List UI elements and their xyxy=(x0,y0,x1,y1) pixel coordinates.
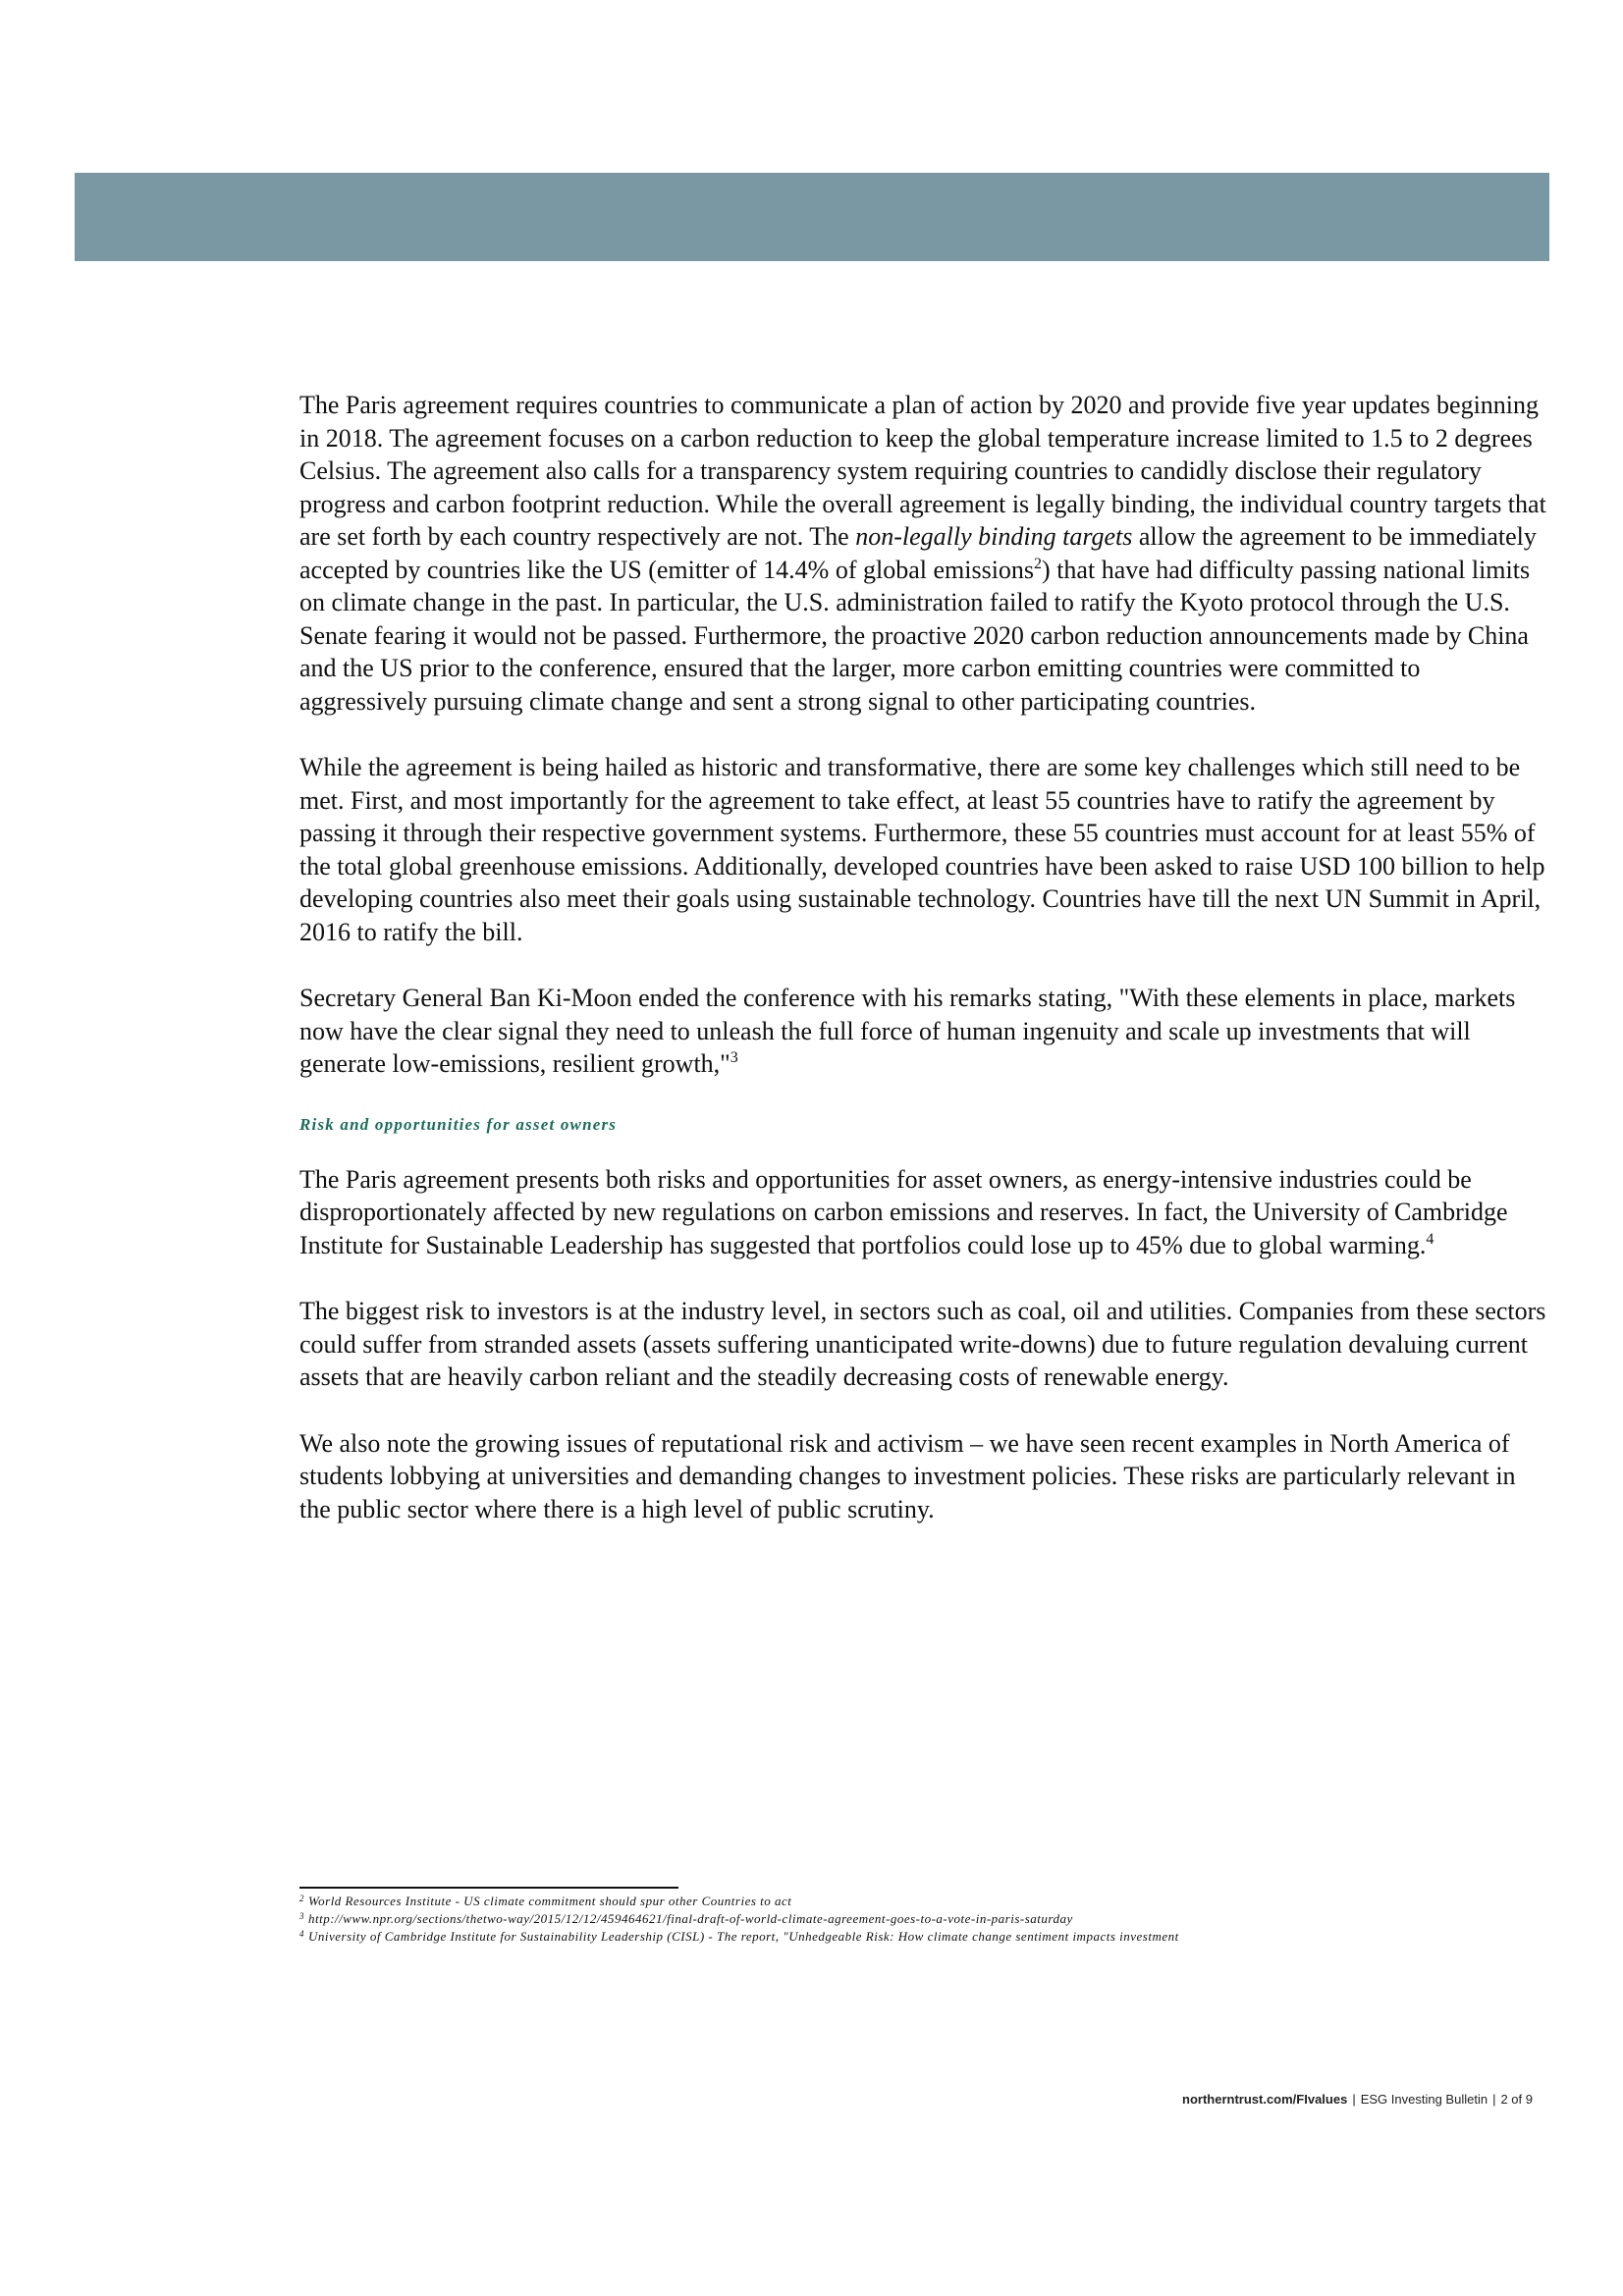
body-paragraph xyxy=(299,1427,1546,1526)
footnote-item xyxy=(299,1910,1556,1928)
footer-publication: ESG Investing Bulletin xyxy=(1360,2092,1488,2107)
footnote-text: http://www.npr.org/sections/thetwo-way/2015/12/12/459464621/final-draft-of-world-climate-agreement-goes-to-a-vote-in-paris-saturday xyxy=(308,1911,1073,1926)
footnote-marker: 4 xyxy=(299,1929,304,1939)
footnote-reference: 3 xyxy=(730,1049,738,1066)
footnote-reference: 2 xyxy=(1034,555,1043,572)
section-heading-risk-opportunities: Risk and opportunities for asset owners xyxy=(299,1114,618,1134)
body-paragraph xyxy=(299,982,1546,1081)
body-paragraph xyxy=(299,389,1546,718)
footnote-reference: 4 xyxy=(1426,1230,1434,1248)
header-band xyxy=(75,173,1549,261)
footnote-text: University of Cambridge Institute for Sustainability Leadership (CISL) - The report, "Unhedgeable Risk: How climate change sentiment impacts investment xyxy=(308,1929,1179,1944)
paragraph-text: The Paris agreement requires countries to communicate a plan of action by 2020 and provide five year updates beginning in 2018. The agreement focuses on a carbon reduction to keep the global temperature increase limited to 1.5 to 2 degrees Celsius. The agreement also calls for a transparency system requiring countries to candidly disclose their regulatory progress and carbon footprint reduction. While the overall agreement is legally binding, the individual country targets that are set forth by each country respectively are not. The xyxy=(299,391,1546,551)
paragraph-text: The Paris agreement presents both risks and opportunities for asset owners, as energy-intensive industries could be disproportionately affected by new regulations on carbon emissions and reserves. In fact, the University of Cambridge Institute for Sustainable Leadership has suggested that portfolios could lose up to 45% due to global warming. xyxy=(299,1164,1508,1259)
footnotes xyxy=(299,1893,1556,1946)
footer-separator: | xyxy=(1492,2092,1496,2107)
paragraph-text: The biggest risk to investors is at the industry level, in sectors such as coal, oil and utilities. Companies from these sectors could suffer from stranded assets (assets suffering unanticipated write-downs) due to future regulation devaluing current assets that are heavily carbon reliant and the steadily decreasing costs of renewable energy. xyxy=(299,1297,1546,1391)
footnote-marker: 2 xyxy=(299,1894,304,1903)
paragraph-text: While the agreement is being hailed as historic and transformative, there are some key challenges which still need to be met. First, and most importantly for the agreement to take effect, at least 55 countries have to ratify the agreement by passing it through their respective government systems. Furthermore, these 55 countries must account for at least 55% of the total global greenhouse emissions. Additionally, developed countries have been asked to raise USD 100 billion to help developing countries also meet their goals using sustainable technology. Countries have till the next UN Summit in April, 2016 to ratify the bill. xyxy=(299,753,1545,946)
paragraph-text: Secretary General Ban Ki-Moon ended the conference with his remarks stating, "With these elements in place, markets now have the clear signal they need to unleash the full force of human ingenuity and scale up investments that will generate low-emissions, resilient growth," xyxy=(299,984,1516,1078)
page-footer xyxy=(1182,2092,1533,2107)
body-paragraph xyxy=(299,1295,1546,1394)
footnote-marker: 3 xyxy=(299,1911,304,1921)
footnote-divider xyxy=(299,1887,678,1889)
footnote-text: World Resources Institute - US climate commitment should spur other Countries to act xyxy=(308,1894,792,1908)
article-body xyxy=(299,389,1546,1559)
body-paragraph xyxy=(299,751,1546,948)
italic-phrase: non-legally binding targets xyxy=(855,522,1133,551)
paragraph-text: We also note the growing issues of reputational risk and activism – we have seen recent examples in North America of students lobbying at universities and demanding changes to investment policies. These risks are particularly relevant in the public sector where there is a high level of public scrutiny. xyxy=(299,1428,1516,1523)
footnote-item xyxy=(299,1893,1556,1910)
footer-page-number: 2 of 9 xyxy=(1500,2092,1533,2107)
body-paragraph xyxy=(299,1163,1546,1262)
paragraph-text: allow the agreement to be immediately accepted by countries like the US (emitter of 14.4% of global emissions xyxy=(299,522,1537,584)
footer-url-link[interactable]: northerntrust.com/FIvalues xyxy=(1182,2092,1348,2107)
article-section-part2 xyxy=(299,1163,1546,1526)
footnote-item xyxy=(299,1928,1556,1946)
article-section-part1 xyxy=(299,389,1546,1081)
paragraph-text: ) that have had difficulty passing national limits on climate change in the past. In particular, the U.S. administration failed to ratify the Kyoto protocol through the U.S. Senate fearing it would not be passed. Furthermore, the proactive 2020 carbon reduction announcements made by China and the US prior to the conference, ensured that the larger, more carbon emitting countries were committed to aggressively pursuing climate change and sent a strong signal to other participating countries. xyxy=(299,555,1531,716)
footer-separator: | xyxy=(1352,2092,1356,2107)
